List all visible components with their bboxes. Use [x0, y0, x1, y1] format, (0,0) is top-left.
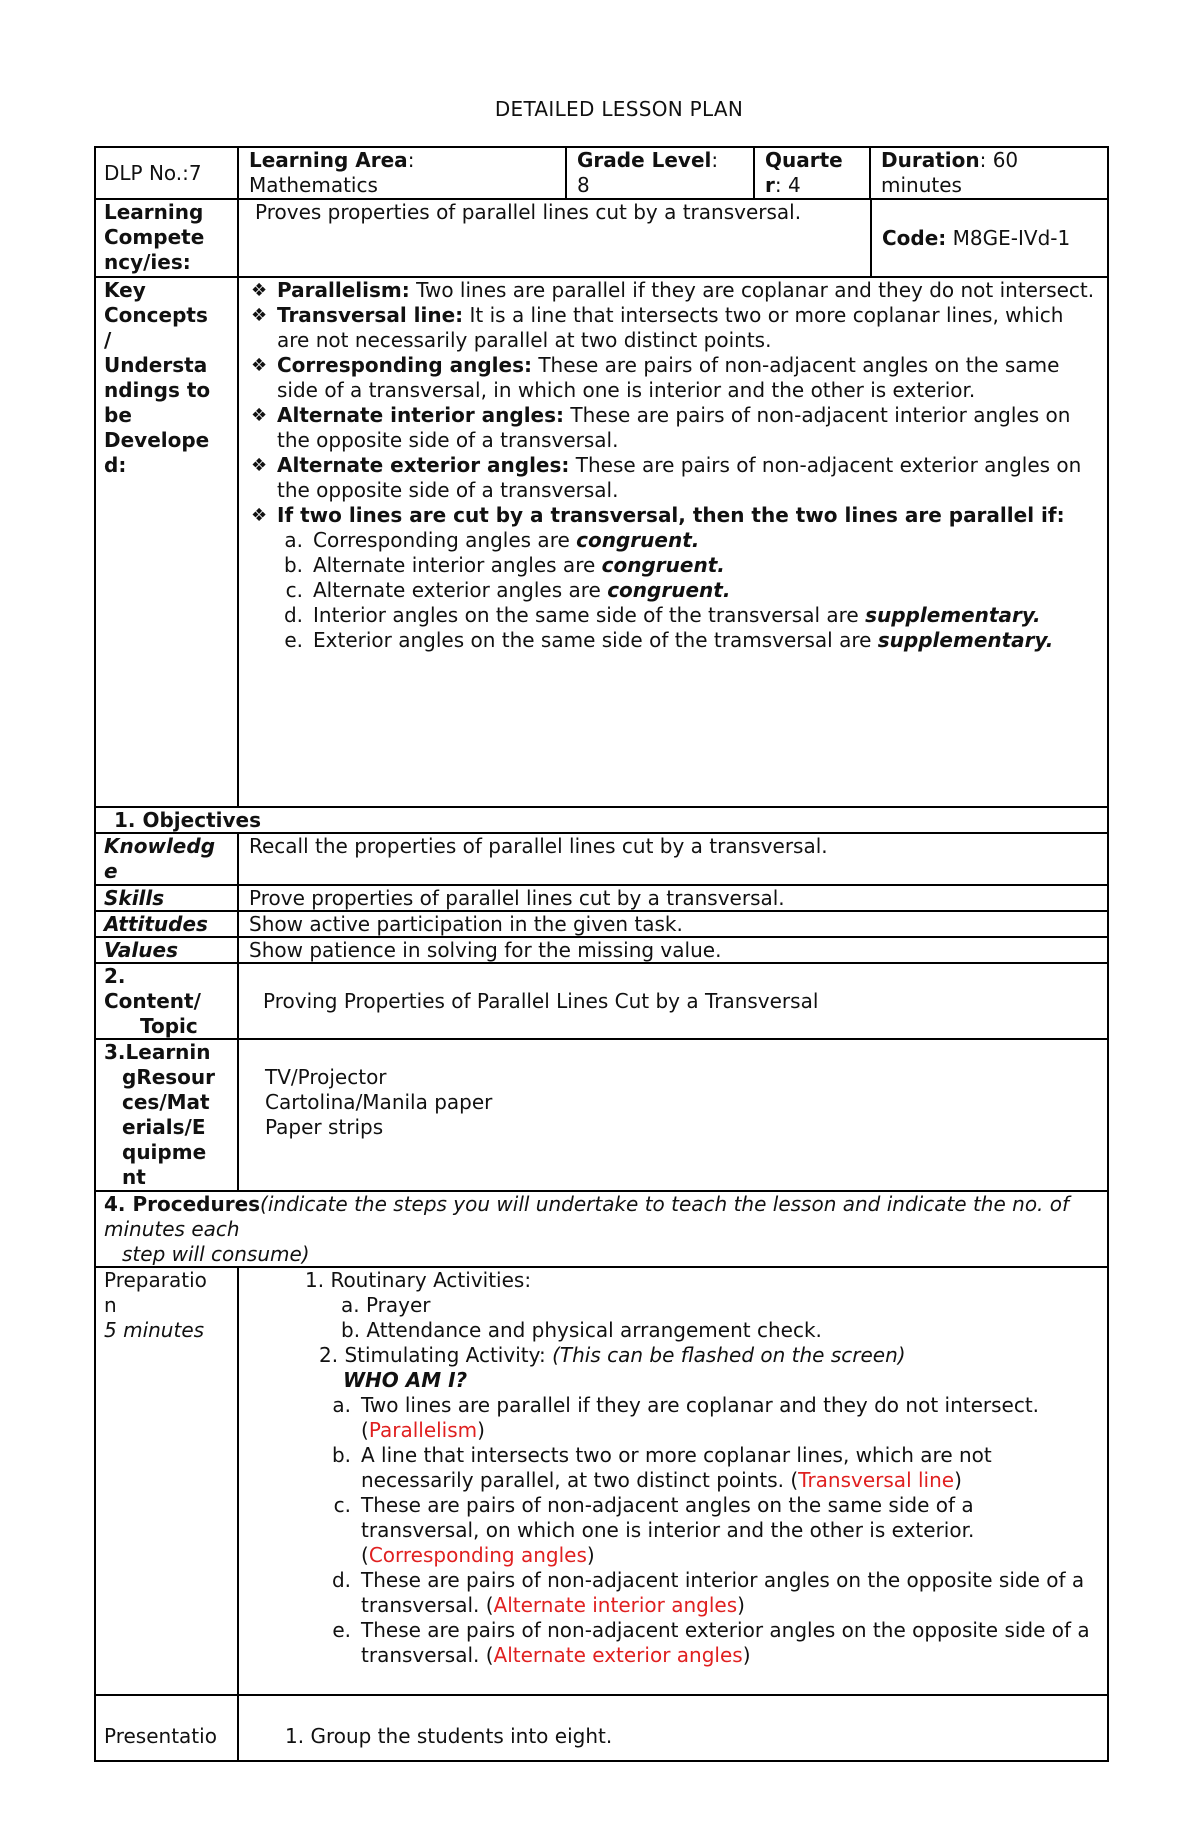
objective-row-values	[96, 938, 1107, 964]
preparation-label: Preparatio n 5 minutes	[96, 1268, 239, 1694]
objective-row-attitudes	[96, 912, 1107, 938]
objective-label: Values	[96, 938, 239, 962]
duration-cell	[871, 148, 1107, 198]
duration-minutes: minutes	[881, 173, 962, 197]
clue-item: d. These are pairs of non-adjacent interior angles on the opposite side of a transversal. (Alternate interior angles)	[331, 1568, 1085, 1617]
presentation-step: 1. Group the students into eight.	[285, 1724, 613, 1748]
diamond-bullet-icon: ❖	[251, 305, 268, 326]
competency-text: Proves properties of parallel lines cut by a transversal.	[239, 200, 872, 276]
competency-label: Learning Compete ncy/ies:	[96, 200, 239, 276]
condition-item: b. Alternate interior angles are congruent.	[283, 553, 725, 577]
concept-item: ❖ Alternate exterior angles: These are pairs of non-adjacent exterior angles on the opposite side of a transversal.	[251, 453, 1082, 502]
resource-item: TV/Projector	[265, 1065, 387, 1089]
quarter-value: : 4	[774, 173, 801, 197]
objective-text: Prove properties of parallel lines cut by a transversal.	[249, 886, 785, 910]
quarter-cell	[755, 148, 871, 198]
objective-text: Show active participation in the given task.	[249, 912, 683, 936]
code-value: M8GE-IVd-1	[946, 226, 1071, 250]
resources-row	[96, 1040, 1107, 1192]
objective-label: Attitudes	[96, 912, 239, 936]
objective-label: Knowledg e	[96, 834, 239, 884]
procedures-heading-row	[96, 1192, 1107, 1268]
grade-level-value: 8	[577, 173, 590, 197]
clue-list	[249, 1393, 1097, 1668]
objectives-heading-row	[96, 808, 1107, 834]
content-row	[96, 964, 1107, 1040]
content-topic: Proving Properties of Parallel Lines Cut by a Transversal	[263, 989, 819, 1013]
diamond-bullet-icon: ❖	[251, 280, 268, 301]
objective-text: Recall the properties of parallel lines cut by a transversal.	[249, 834, 828, 858]
dlp-label: DLP No.	[104, 161, 183, 185]
diamond-bullet-icon: ❖	[251, 505, 268, 526]
clue-item: a. Two lines are parallel if they are coplanar and they do not intersect. (Parallelism)	[332, 1393, 1040, 1442]
resources-list	[239, 1040, 1107, 1190]
dlp-cell	[96, 148, 239, 198]
theorem-item: ❖ If two lines are cut by a transversal, then the two lines are parallel if: a. Corresponding angles are congruent. b. Alternate interior angles are congruent. c. Alternate exterior angles are congruent. d. Interior angles on the same side of the transversal are supplementary. e. Exterior angles on the same side of the tramsversal are supplementary.	[241, 503, 1097, 653]
learning-area-value: Mathematics	[249, 173, 378, 197]
header-row	[96, 148, 1107, 200]
quarter-label: Quarte	[765, 148, 843, 172]
diamond-bullet-icon: ❖	[251, 355, 268, 376]
concept-item: ❖ Alternate interior angles: These are pairs of non-adjacent interior angles on the opposite side of a transversal.	[251, 403, 1071, 452]
condition-item: e. Exterior angles on the same side of the tramsversal are supplementary.	[284, 628, 1054, 652]
preparation-row	[96, 1268, 1107, 1696]
code-label: Code:	[882, 226, 947, 250]
grade-level-label: Grade Level	[577, 148, 712, 172]
page-title: DETAILED LESSON PLAN	[494, 97, 744, 121]
presentation-label: Presentatio	[96, 1696, 239, 1760]
clue-item: e. These are pairs of non-adjacent exterior angles on the opposite side of a transversal. (Alternate exterior angles)	[332, 1618, 1090, 1667]
learning-area-cell: Learning Area: Mathematics	[239, 148, 567, 198]
procedures-heading: 4. Procedures(indicate the steps you will undertake to teach the lesson and indicate the no. of minutes each step will consume)	[104, 1192, 1070, 1266]
dlp-value: :7	[182, 161, 202, 185]
clue-item: b. A line that intersects two or more coplanar lines, which are not necessarily parallel, at two distinct points. (Transversal line)	[331, 1443, 992, 1492]
objective-label: Skills	[96, 886, 239, 910]
content-label: 2. Content/ Topic	[96, 964, 239, 1038]
key-concepts-label: Key Concepts / Understa ndings to be Develope d:	[96, 278, 239, 806]
concept-item: ❖ Transversal line: It is a line that intersects two or more coplanar lines, which are not necessarily parallel at two distinct points.	[251, 303, 1064, 352]
diamond-bullet-icon: ❖	[251, 455, 268, 476]
key-concepts-row	[96, 278, 1107, 808]
resource-item: Paper strips	[265, 1115, 384, 1139]
resource-item: Cartolina/Manila paper	[265, 1090, 493, 1114]
resources-label: 3.Learnin gResour ces/Mat erials/E quipme nt	[96, 1040, 239, 1190]
duration-value: : 60	[979, 148, 1019, 172]
preparation-content: 1. Routinary Activities: a. Prayer b. Attendance and physical arrangement check. 2. Stimulating Activity: (This can be flashed on the screen) WHO AM I? a. Two lines are parallel if they are coplanar and they do not intersect. (Parallelism) b. A line that intersects two or more coplanar lines, which are not necessarily parallel, at two distinct points. (Transversal line) c. These are pairs of non-adjacent angles on the same side of a transversal, on which one is interior and the other is exterior. (Corresponding angles) d. These are pairs of non-adjacent interior angles on the opposite side of a transversal. (Alternate interior angles) e. These are pairs of non-adjacent exterior angles on the opposite side of a transversal. (Alternate exterior angles)	[239, 1268, 1107, 1694]
conditions-list	[277, 528, 1097, 653]
presentation-row	[96, 1696, 1107, 1760]
objective-row-knowledge	[96, 834, 1107, 886]
lesson-plan-table	[94, 146, 1109, 1762]
key-concepts-content	[239, 278, 1107, 806]
clue-item: c. These are pairs of non-adjacent angles on the same side of a transversal, on which one is interior and the other is exterior. (Corresponding angles)	[333, 1493, 975, 1567]
diamond-bullet-icon: ❖	[251, 405, 268, 426]
quarter-label-2: r	[765, 173, 775, 197]
learning-area-label: Learning Area	[249, 148, 408, 172]
code-cell	[872, 200, 1107, 276]
objective-text: Show patience in solving for the missing value.	[249, 938, 722, 962]
competency-row	[96, 200, 1107, 278]
concept-item: ❖ Corresponding angles: These are pairs of non-adjacent angles on the same side of a transversal, in which one is interior and the other is exterior.	[251, 353, 1060, 402]
condition-item: a. Corresponding angles are congruent.	[284, 528, 700, 552]
condition-item: d. Interior angles on the same side of the transversal are supplementary.	[283, 603, 1041, 627]
condition-item: c. Alternate exterior angles are congruent.	[285, 578, 731, 602]
grade-level-cell: Grade Level: 8	[567, 148, 755, 198]
objectives-heading: 1. Objectives	[114, 808, 261, 832]
objective-row-skills	[96, 886, 1107, 912]
concept-item: ❖ Parallelism: Two lines are parallel if they are coplanar and they do not intersect.	[251, 278, 1095, 302]
duration-label: Duration	[881, 148, 980, 172]
